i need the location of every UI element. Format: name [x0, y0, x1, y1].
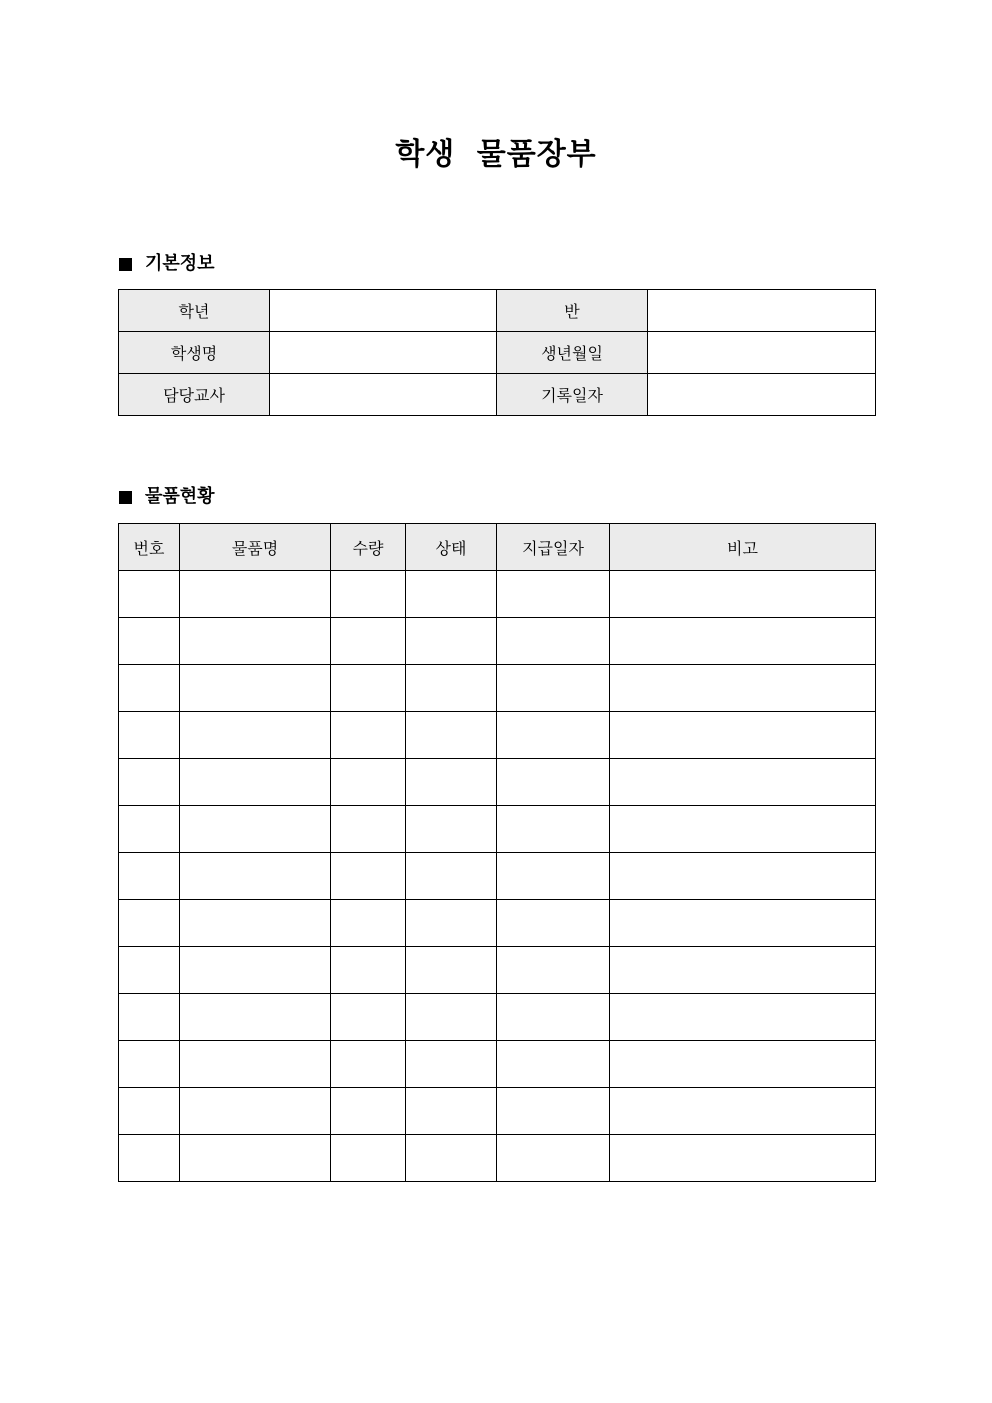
remarks-cell[interactable]: [610, 665, 876, 712]
item-name-cell[interactable]: [180, 571, 331, 618]
condition-cell[interactable]: [406, 806, 497, 853]
table-row: [119, 947, 876, 994]
record-date-label: 기록일자: [497, 374, 648, 416]
quantity-cell[interactable]: [331, 1135, 406, 1182]
remarks-cell[interactable]: [610, 759, 876, 806]
basic-info-row: [119, 290, 876, 332]
remarks-cell[interactable]: [610, 806, 876, 853]
page-title: 학생 물품장부: [395, 137, 597, 172]
number-cell[interactable]: [119, 571, 180, 618]
item-name-cell[interactable]: [180, 665, 331, 712]
number-cell[interactable]: [119, 665, 180, 712]
remarks-cell[interactable]: [610, 853, 876, 900]
condition-cell[interactable]: [406, 1041, 497, 1088]
remarks-cell[interactable]: [610, 571, 876, 618]
table-row: [119, 1088, 876, 1135]
condition-cell[interactable]: [406, 947, 497, 994]
square-bullet-icon: [119, 258, 132, 271]
remarks-cell[interactable]: [610, 947, 876, 994]
table-row: [119, 853, 876, 900]
issue-date-cell[interactable]: [497, 618, 610, 665]
remarks-cell[interactable]: [610, 1041, 876, 1088]
number-cell[interactable]: [119, 947, 180, 994]
items-heading: [119, 485, 215, 509]
issue-date-cell[interactable]: [497, 1088, 610, 1135]
table-row: [119, 759, 876, 806]
condition-cell[interactable]: [406, 618, 497, 665]
quantity-cell[interactable]: [331, 1088, 406, 1135]
item-name-cell[interactable]: [180, 1041, 331, 1088]
quantity-cell[interactable]: [331, 900, 406, 947]
teacher-field[interactable]: [270, 374, 497, 416]
table-row: [119, 1135, 876, 1182]
condition-cell[interactable]: [406, 759, 497, 806]
quantity-cell[interactable]: [331, 1041, 406, 1088]
condition-cell[interactable]: [406, 1088, 497, 1135]
number-cell[interactable]: [119, 900, 180, 947]
basic-info-row: [119, 374, 876, 416]
remarks-cell[interactable]: [610, 1135, 876, 1182]
class-label: 반: [497, 290, 648, 332]
remarks-cell[interactable]: [610, 1088, 876, 1135]
items-table-body: [119, 571, 876, 1182]
remarks-cell[interactable]: [610, 900, 876, 947]
condition-cell[interactable]: [406, 712, 497, 759]
record-date-field[interactable]: [648, 374, 876, 416]
issue-date-cell[interactable]: [497, 571, 610, 618]
teacher-label: 담당교사: [119, 374, 270, 416]
item-name-cell[interactable]: [180, 1088, 331, 1135]
condition-cell[interactable]: [406, 853, 497, 900]
table-row: [119, 571, 876, 618]
column-header-condition: 상태: [406, 524, 497, 571]
items-header-row: [119, 524, 876, 571]
item-name-cell[interactable]: [180, 853, 331, 900]
quantity-cell[interactable]: [331, 712, 406, 759]
quantity-cell[interactable]: [331, 806, 406, 853]
remarks-cell[interactable]: [610, 712, 876, 759]
issue-date-cell[interactable]: [497, 1135, 610, 1182]
number-cell[interactable]: [119, 1135, 180, 1182]
items-table: [118, 523, 876, 1182]
student-name-label: 학생명: [119, 332, 270, 374]
item-name-cell[interactable]: [180, 994, 331, 1041]
quantity-cell[interactable]: [331, 665, 406, 712]
quantity-cell[interactable]: [331, 994, 406, 1041]
quantity-cell[interactable]: [331, 618, 406, 665]
issue-date-cell[interactable]: [497, 759, 610, 806]
column-header-item-name: 물품명: [180, 524, 331, 571]
table-row: [119, 900, 876, 947]
issue-date-cell[interactable]: [497, 712, 610, 759]
quantity-cell[interactable]: [331, 853, 406, 900]
basic-info-row: [119, 332, 876, 374]
items-heading-label: 물품현황: [145, 486, 215, 507]
number-cell[interactable]: [119, 618, 180, 665]
condition-cell[interactable]: [406, 571, 497, 618]
remarks-cell[interactable]: [610, 994, 876, 1041]
item-name-cell[interactable]: [180, 759, 331, 806]
item-name-cell[interactable]: [180, 618, 331, 665]
column-header-number: 번호: [119, 524, 180, 571]
issue-date-cell[interactable]: [497, 806, 610, 853]
issue-date-cell[interactable]: [497, 994, 610, 1041]
issue-date-cell[interactable]: [497, 665, 610, 712]
issue-date-cell[interactable]: [497, 1041, 610, 1088]
table-row: [119, 712, 876, 759]
table-row: [119, 665, 876, 712]
basic-info-heading: [119, 252, 215, 276]
student-name-field[interactable]: [270, 332, 497, 374]
item-name-cell[interactable]: [180, 712, 331, 759]
condition-cell[interactable]: [406, 994, 497, 1041]
table-row: [119, 1041, 876, 1088]
condition-cell[interactable]: [406, 900, 497, 947]
number-cell[interactable]: [119, 1041, 180, 1088]
table-row: [119, 618, 876, 665]
basic-info-heading-label: 기본정보: [145, 253, 215, 274]
item-name-cell[interactable]: [180, 900, 331, 947]
basic-info-table: [118, 289, 876, 416]
issue-date-cell[interactable]: [497, 947, 610, 994]
issue-date-cell[interactable]: [497, 853, 610, 900]
quantity-cell[interactable]: [331, 759, 406, 806]
column-header-issue-date: 지급일자: [497, 524, 610, 571]
birthdate-label: 생년월일: [497, 332, 648, 374]
remarks-cell[interactable]: [610, 618, 876, 665]
grade-field[interactable]: [270, 290, 497, 332]
number-cell[interactable]: [119, 853, 180, 900]
item-name-cell[interactable]: [180, 1135, 331, 1182]
issue-date-cell[interactable]: [497, 900, 610, 947]
number-cell[interactable]: [119, 759, 180, 806]
condition-cell[interactable]: [406, 665, 497, 712]
item-name-cell[interactable]: [180, 806, 331, 853]
table-row: [119, 994, 876, 1041]
square-bullet-icon: [119, 491, 132, 504]
number-cell[interactable]: [119, 1088, 180, 1135]
table-row: [119, 806, 876, 853]
birthdate-field[interactable]: [648, 332, 876, 374]
column-header-remarks: 비고: [610, 524, 876, 571]
quantity-cell[interactable]: [331, 571, 406, 618]
class-field[interactable]: [648, 290, 876, 332]
number-cell[interactable]: [119, 806, 180, 853]
number-cell[interactable]: [119, 712, 180, 759]
column-header-quantity: 수량: [331, 524, 406, 571]
grade-label: 학년: [119, 290, 270, 332]
number-cell[interactable]: [119, 994, 180, 1041]
condition-cell[interactable]: [406, 1135, 497, 1182]
quantity-cell[interactable]: [331, 947, 406, 994]
item-name-cell[interactable]: [180, 947, 331, 994]
